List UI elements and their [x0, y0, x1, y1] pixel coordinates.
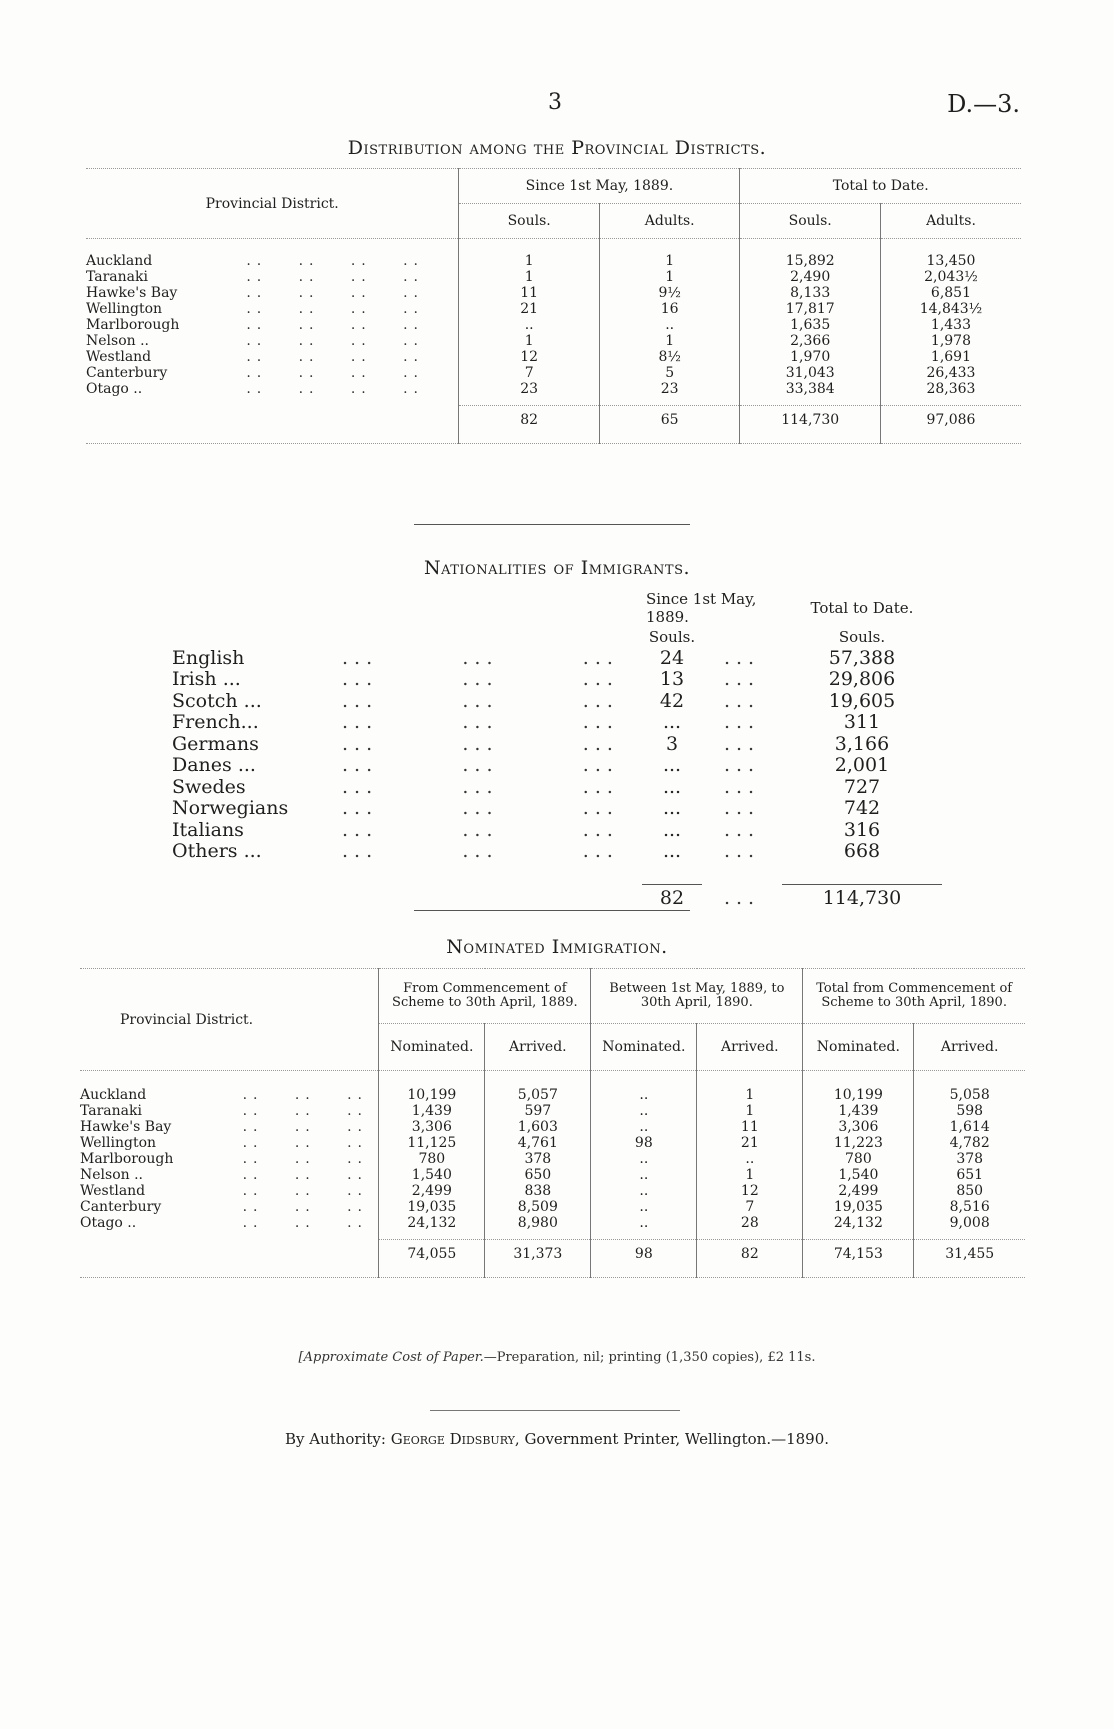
value-cell-b-arr: 12: [697, 1183, 803, 1199]
table-row: [86, 285, 1021, 301]
total-souls-cell: 19,605: [828, 689, 896, 712]
nationality-name: Irish ...: [172, 668, 241, 690]
page-number: 3: [548, 90, 562, 115]
leader-dots: ...: [723, 797, 761, 819]
since-souls-cell: 24: [659, 646, 685, 669]
total-souls-cell: 668: [843, 840, 881, 862]
district-name: Westland: [80, 1183, 146, 1199]
table-row: [172, 820, 942, 842]
since-souls-cell: 12: [459, 349, 600, 365]
district-name-cell: [86, 301, 459, 317]
table-row: [86, 333, 1021, 349]
district-column-header: Provincial District.: [80, 969, 379, 1071]
value-cell-t-nom: 780: [803, 1151, 914, 1167]
total-souls-header: Souls.: [740, 204, 881, 239]
value-cell-f-nom: 2,499: [379, 1183, 485, 1199]
table-row: [172, 691, 942, 713]
table-row: [86, 253, 1021, 269]
leader-dots: .. .. .. ..: [246, 301, 424, 317]
value-cell-f-nom: 19,035: [379, 1199, 485, 1215]
total-adults-cell: 6,851: [880, 285, 1021, 301]
leader-dots: .. .. .. ..: [246, 317, 424, 333]
value-cell-b-arr: 21: [697, 1135, 803, 1151]
nationality-name: Italians: [172, 818, 244, 841]
nominated-total-from-nominated: 74,055: [379, 1239, 485, 1269]
value-cell-b-nom: ..: [591, 1119, 697, 1135]
since-adults-cell: 5: [599, 365, 740, 381]
value-cell-b-nom: ..: [591, 1103, 697, 1119]
table-row: [172, 777, 942, 799]
district-name: Taranaki: [80, 1103, 142, 1119]
leader-dots: ...: [723, 732, 761, 755]
since-souls-header: Souls.: [459, 204, 600, 239]
since-adults-cell: 9½: [599, 285, 740, 301]
total-souls-cell: 31,043: [740, 365, 881, 381]
leader-dots: ...: [723, 840, 761, 862]
total-adults-cell: 1,691: [880, 349, 1021, 365]
district-name-cell: [86, 317, 459, 333]
value-cell-f-nom: 1,540: [379, 1167, 485, 1183]
value-cell-f-arr: 838: [485, 1183, 591, 1199]
leader-dots: ... ... ...: [342, 668, 619, 690]
district-name: Hawke's Bay: [80, 1119, 172, 1135]
table-row: [86, 269, 1021, 285]
imprint-prefix: By Authority:: [284, 1430, 391, 1448]
value-cell-f-arr: 5,057: [485, 1087, 591, 1103]
value-cell-b-nom: ..: [591, 1087, 697, 1103]
from-commencement-header: From Commencement of Scheme to 30th April, 1889.: [379, 969, 591, 1024]
leader-dots: .. .. ..: [242, 1119, 368, 1135]
value-cell-t-arr: 8,516: [914, 1199, 1025, 1215]
total-adults-cell: 1,433: [880, 317, 1021, 333]
since-souls-cell: ...: [662, 818, 682, 841]
table-row: [80, 1135, 1025, 1151]
total-adults-header: Adults.: [880, 204, 1021, 239]
total-souls-cell: 742: [843, 797, 881, 819]
leader-dots: .. .. ..: [242, 1215, 368, 1231]
district-column-header: Provincial District.: [86, 169, 459, 239]
total-souls-cell: 29,806: [828, 668, 896, 690]
table-row: [86, 349, 1021, 365]
since-group-header: Since 1st May, 1889.: [459, 169, 740, 204]
total-souls-cell: 2,366: [740, 333, 881, 349]
leader-dots: ... ... ...: [342, 646, 619, 669]
value-cell-b-arr: ..: [697, 1151, 803, 1167]
since-souls-cell: 42: [659, 689, 685, 712]
value-cell-b-nom: ..: [591, 1215, 697, 1231]
total-adults-cell: 28,363: [880, 381, 1021, 397]
leader-dots: ... ... ...: [342, 818, 619, 841]
total-adults-cell: 2,043½: [880, 269, 1021, 285]
nationality-name: Others ...: [172, 840, 262, 862]
table-row: [80, 1215, 1025, 1231]
value-cell-t-arr: 1,614: [914, 1119, 1025, 1135]
district-name-cell: [86, 253, 459, 269]
value-cell-t-nom: 24,132: [803, 1215, 914, 1231]
total-souls-cell: 3,166: [834, 732, 890, 755]
value-cell-b-arr: 11: [697, 1119, 803, 1135]
since-souls-cell: 1: [459, 333, 600, 349]
since-souls-cell: ..: [459, 317, 600, 333]
nominated-rows: [80, 1071, 1025, 1232]
district-name: Westland: [86, 349, 152, 365]
nationality-name: Swedes: [172, 775, 246, 798]
leader-dots: ...: [723, 775, 761, 798]
value-cell-f-arr: 4,761: [485, 1135, 591, 1151]
since-souls-cell: 1: [459, 269, 600, 285]
leader-dots: ... ... ...: [342, 797, 619, 819]
district-name-cell: [80, 1087, 379, 1103]
value-cell-b-nom: 98: [591, 1135, 697, 1151]
district-name: Auckland: [86, 253, 153, 269]
since-unit-header: Souls.: [648, 627, 696, 646]
nationality-name: Danes ...: [172, 754, 256, 776]
value-cell-f-nom: 780: [379, 1151, 485, 1167]
table-row: [86, 317, 1021, 333]
total-adults-cell: 26,433: [880, 365, 1021, 381]
value-cell-f-arr: 650: [485, 1167, 591, 1183]
value-cell-f-nom: 24,132: [379, 1215, 485, 1231]
total-souls-cell: 2,490: [740, 269, 881, 285]
total-column-header: Total to Date.: [810, 599, 914, 617]
distribution-total-souls: 114,730: [740, 405, 881, 435]
leader-dots: .. .. ..: [242, 1103, 368, 1119]
since-souls-cell: 1: [459, 253, 600, 269]
since-column-header: Since 1st May, 1889.: [646, 590, 757, 626]
distribution-rows: [86, 239, 1021, 398]
table-row: [80, 1151, 1025, 1167]
since-souls-cell: ...: [662, 775, 682, 798]
value-cell-t-arr: 5,058: [914, 1087, 1025, 1103]
value-cell-f-nom: 3,306: [379, 1119, 485, 1135]
total-souls-cell: 311: [843, 711, 881, 733]
leader-dots: ... ... ...: [342, 711, 619, 733]
district-name: Hawke's Bay: [86, 285, 178, 301]
value-cell-f-arr: 378: [485, 1151, 591, 1167]
district-name-cell: [86, 333, 459, 349]
table-row: [86, 381, 1021, 397]
between-arrived-header: Arrived.: [697, 1024, 803, 1071]
district-name: Canterbury: [80, 1199, 162, 1215]
district-name-cell: [86, 365, 459, 381]
total-souls-cell: 15,892: [740, 253, 881, 269]
since-adults-cell: 1: [599, 333, 740, 349]
total-group-header: Total to Date.: [740, 169, 1021, 204]
since-souls-cell: ...: [662, 754, 682, 776]
document-reference: D.—3.: [947, 90, 1020, 118]
district-name: Auckland: [80, 1087, 147, 1103]
district-name: Wellington: [80, 1135, 157, 1151]
since-adults-cell: 16: [599, 301, 740, 317]
value-cell-b-nom: ..: [591, 1183, 697, 1199]
cost-footnote: [0, 1350, 1114, 1365]
total-adults-cell: 13,450: [880, 253, 1021, 269]
value-cell-f-nom: 1,439: [379, 1103, 485, 1119]
value-cell-t-arr: 850: [914, 1183, 1025, 1199]
district-name: Nelson ..: [80, 1167, 143, 1183]
nominated-table: [80, 968, 1025, 1278]
leader-dots: .. .. ..: [242, 1183, 368, 1199]
value-cell-t-nom: 1,540: [803, 1167, 914, 1183]
since-adults-cell: 8½: [599, 349, 740, 365]
table-row: [172, 734, 942, 756]
table-row: [172, 669, 942, 691]
value-cell-t-arr: 378: [914, 1151, 1025, 1167]
district-name-cell: [86, 349, 459, 365]
total-souls-cell: 1,970: [740, 349, 881, 365]
since-souls-cell: 23: [459, 381, 600, 397]
leader-dots: .. .. .. ..: [246, 365, 424, 381]
district-name-cell: [80, 1103, 379, 1119]
total-souls-cell: 8,133: [740, 285, 881, 301]
leader-dots: .. .. ..: [242, 1087, 368, 1103]
district-name: Canterbury: [86, 365, 168, 381]
distribution-table: [86, 168, 1021, 444]
from-arrived-header: Arrived.: [485, 1024, 591, 1071]
value-cell-b-arr: 1: [697, 1103, 803, 1119]
nationalities-total-to-date: 114,730: [822, 887, 902, 909]
value-cell-t-arr: 598: [914, 1103, 1025, 1119]
nationalities-rows: [172, 648, 942, 863]
district-name-cell: [80, 1215, 379, 1231]
leader-dots: ...: [723, 711, 761, 733]
nominated-total-between-arrived: 82: [697, 1239, 803, 1269]
leader-dots: ... ... ...: [342, 775, 619, 798]
table-row: [172, 755, 942, 777]
value-cell-f-nom: 10,199: [379, 1087, 485, 1103]
leader-dots: .. .. ..: [242, 1135, 368, 1151]
value-cell-f-arr: 8,509: [485, 1199, 591, 1215]
district-name: Taranaki: [86, 269, 148, 285]
district-name: Otago ..: [86, 381, 143, 397]
value-cell-t-arr: 4,782: [914, 1135, 1025, 1151]
leader-dots: ... ... ...: [342, 840, 619, 862]
nominated-total-nominated: 74,153: [803, 1239, 914, 1269]
district-name: Nelson ..: [86, 333, 149, 349]
value-cell-b-arr: 7: [697, 1199, 803, 1215]
nationality-name: English: [172, 646, 245, 669]
total-souls-cell: 57,388: [828, 646, 896, 669]
district-name: Wellington: [86, 301, 163, 317]
nationality-name: Norwegians: [172, 797, 289, 819]
value-cell-b-arr: 1: [697, 1087, 803, 1103]
leader-dots: .. .. ..: [242, 1151, 368, 1167]
value-cell-b-arr: 28: [697, 1215, 803, 1231]
leader-dots: .. .. .. ..: [246, 333, 424, 349]
leader-dots: ...: [723, 754, 761, 776]
leader-dots: .. .. ..: [242, 1199, 368, 1215]
since-adults-cell: 1: [599, 269, 740, 285]
table-row: [172, 841, 942, 863]
nationality-name: Scotch ...: [172, 689, 262, 712]
distribution-title: Distribution among the Provincial Districts.: [347, 137, 767, 159]
value-cell-t-nom: 1,439: [803, 1103, 914, 1119]
since-souls-cell: ...: [662, 797, 682, 819]
district-name-cell: [80, 1119, 379, 1135]
value-cell-b-nom: ..: [591, 1167, 697, 1183]
separator-rule: [414, 910, 690, 911]
since-souls-cell: 3: [665, 732, 679, 755]
footnote-italic: [Approximate Cost of Paper.: [298, 1350, 484, 1365]
total-souls-cell: 2,001: [834, 754, 890, 776]
leader-dots: .. .. .. ..: [246, 381, 424, 397]
since-adults-cell: 23: [599, 381, 740, 397]
since-souls-cell: 7: [459, 365, 600, 381]
imprint-suffix: , Government Printer, Wellington.—1890.: [514, 1430, 830, 1448]
separator-rule: [430, 1410, 680, 1411]
nationality-name: French...: [172, 711, 259, 733]
district-name-cell: [80, 1183, 379, 1199]
total-souls-cell: 727: [843, 775, 881, 798]
district-name: Marlborough: [80, 1151, 174, 1167]
table-row: [172, 798, 942, 820]
leader-dots: ...: [723, 818, 761, 841]
district-name-cell: [80, 1199, 379, 1215]
leader-dots: ... ... ...: [342, 732, 619, 755]
table-row: [80, 1087, 1025, 1103]
leader-dots: .. .. .. ..: [246, 285, 424, 301]
leader-dots: .. .. .. ..: [246, 349, 424, 365]
since-adults-cell: 1: [599, 253, 740, 269]
table-row: [172, 712, 942, 734]
table-row: [86, 365, 1021, 381]
district-name-cell: [80, 1135, 379, 1151]
value-cell-t-nom: 11,223: [803, 1135, 914, 1151]
district-name: Otago ..: [80, 1215, 137, 1231]
total-souls-cell: 33,384: [740, 381, 881, 397]
value-cell-b-arr: 1: [697, 1167, 803, 1183]
nationalities-title: Nationalities of Immigrants.: [423, 557, 691, 579]
total-souls-cell: 316: [843, 818, 881, 841]
value-cell-b-nom: ..: [591, 1151, 697, 1167]
nationalities-total-since: 82: [659, 887, 685, 909]
district-name: Marlborough: [86, 317, 180, 333]
district-name-cell: [80, 1167, 379, 1183]
value-cell-t-arr: 9,008: [914, 1215, 1025, 1231]
value-cell-f-arr: 8,980: [485, 1215, 591, 1231]
since-souls-cell: 11: [459, 285, 600, 301]
separator-rule: [414, 524, 690, 525]
since-souls-cell: 21: [459, 301, 600, 317]
total-souls-cell: 1,635: [740, 317, 881, 333]
value-cell-t-nom: 19,035: [803, 1199, 914, 1215]
table-row: [80, 1199, 1025, 1215]
district-name-cell: [86, 381, 459, 397]
total-adults-cell: 14,843½: [880, 301, 1021, 317]
total-commencement-header: Total from Commencement of Scheme to 30th April, 1890.: [803, 969, 1025, 1024]
district-name-cell: [86, 269, 459, 285]
nationalities-table: Since 1st May, 1889. Total to Date. Souls. Souls. English ... ... ... 24 ... 57,388 Irish ... ... ... ... 13 ... 29,806 Scotch ... ... ... ... 42 ... 19,605 French... ... ... ... ... ... 311 Germans ... ... ... 3 ... 3,166 Danes ... ... ... ... ... ... 2,001 Swedes ... ... ... ... ... 727 Norwegians ... ... ... ... ... 742 Italians ... ... ... ... ... 316 Others ... ... ... ... ... ... 668 82 ... 114,730: [172, 590, 942, 913]
value-cell-b-nom: ..: [591, 1199, 697, 1215]
value-cell-t-arr: 651: [914, 1167, 1025, 1183]
district-name-cell: [80, 1151, 379, 1167]
from-nominated-header: Nominated.: [379, 1024, 485, 1071]
value-cell-f-arr: 597: [485, 1103, 591, 1119]
table-row: [80, 1167, 1025, 1183]
distribution-total-since-souls: 82: [459, 405, 600, 435]
table-row: [86, 301, 1021, 317]
nominated-total-between-nominated: 98: [591, 1239, 697, 1269]
since-souls-cell: 13: [659, 668, 685, 690]
value-cell-t-nom: 3,306: [803, 1119, 914, 1135]
since-adults-header: Adults.: [599, 204, 740, 239]
total-adults-cell: 1,978: [880, 333, 1021, 349]
footnote-text: —Preparation, nil; printing (1,350 copies), £2 11s.: [483, 1350, 816, 1365]
distribution-total-since-adults: 65: [599, 405, 740, 435]
nominated-title: Nominated Immigration.: [446, 936, 668, 958]
value-cell-t-nom: 2,499: [803, 1183, 914, 1199]
nominated-total-arrived: 31,455: [914, 1239, 1025, 1269]
total-nominated-header: Nominated.: [803, 1024, 914, 1071]
value-cell-t-nom: 10,199: [803, 1087, 914, 1103]
table-row: [80, 1119, 1025, 1135]
value-cell-f-nom: 11,125: [379, 1135, 485, 1151]
between-nominated-header: Nominated.: [591, 1024, 697, 1071]
between-dates-header: Between 1st May, 1889, to 30th April, 1890.: [591, 969, 803, 1024]
table-row: [80, 1183, 1025, 1199]
leader-dots: ...: [723, 646, 761, 669]
leader-dots: ...: [723, 668, 761, 690]
printer-name: George Didsbury: [390, 1430, 515, 1448]
printer-imprint: [0, 1430, 1114, 1448]
total-souls-cell: 17,817: [740, 301, 881, 317]
district-name-cell: [86, 285, 459, 301]
since-souls-cell: ...: [662, 711, 682, 733]
since-souls-cell: ...: [662, 840, 682, 862]
total-arrived-header: Arrived.: [914, 1024, 1025, 1071]
value-cell-f-arr: 1,603: [485, 1119, 591, 1135]
nominated-total-from-arrived: 31,373: [485, 1239, 591, 1269]
leader-dots: .. .. .. ..: [246, 269, 424, 285]
table-row: [80, 1103, 1025, 1119]
leader-dots: .. .. ..: [242, 1167, 368, 1183]
since-adults-cell: ..: [599, 317, 740, 333]
leader-dots: ...: [723, 689, 761, 712]
table-row: [172, 648, 942, 670]
leader-dots: ... ... ...: [342, 754, 619, 776]
nationality-name: Germans: [172, 732, 259, 755]
total-unit-header: Souls.: [838, 627, 886, 646]
leader-dots: ... ... ...: [342, 689, 619, 712]
leader-dots: .. .. .. ..: [246, 253, 424, 269]
distribution-total-adults: 97,086: [880, 405, 1021, 435]
